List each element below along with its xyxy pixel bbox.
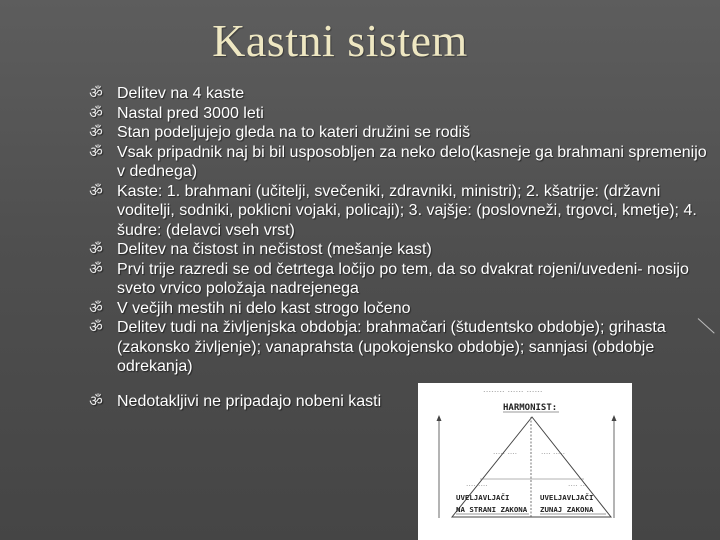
bullet-item (84, 123, 716, 143)
om-symbol-icon: ॐ (89, 259, 103, 278)
om-symbol-icon: ॐ (89, 84, 103, 102)
diagram-top-label: HARMONIST: (503, 403, 558, 413)
bullet-text: Delitev na čistost in nečistost (mešanje kast) (117, 241, 432, 258)
bullet-item (84, 299, 716, 319)
diagram-note: ---- --- (568, 483, 588, 488)
om-symbol-icon: ॐ (89, 240, 103, 258)
bullet-text: Prvi trije razredi se od četrtega ločijo po tem, da so dvakrat rojeni/uvedeni- nosijo sveto vrvico položaja nadrejenega (117, 260, 689, 297)
om-symbol-icon: ॐ (89, 298, 103, 317)
bullet-item (84, 104, 716, 124)
diagram-note: ----- ---- (493, 451, 518, 456)
bullet-text: Vsak pripadnik naj bi bil usposobljen za neko delo(kasneje ga brahmani spremenijo v dednega) (117, 143, 707, 180)
bullet-text: Delitev na 4 kaste (117, 85, 245, 102)
bullet-text: Nastal pred 3000 leti (117, 104, 264, 122)
bullet-text: Stan podeljujejo gleda na to kateri družini se rodiš (117, 124, 471, 141)
om-symbol-icon: ॐ (89, 142, 103, 161)
caste-diagram-image (418, 383, 632, 540)
om-symbol-icon: ॐ (89, 103, 103, 122)
bullet-item (84, 260, 716, 299)
bullet-text: V večjih mestih ni delo kast strogo ločeno (117, 299, 411, 317)
diagram-right-label-1: UVELJAVLJAČI (540, 493, 594, 502)
om-symbol-icon: ॐ (89, 123, 103, 141)
bullet-text: Nedotakljivi ne pripadajo nobeni kasti (117, 392, 382, 410)
om-symbol-icon: ॐ (89, 181, 103, 200)
diagram-left-label-1: UVELJAVLJAČI (456, 493, 510, 502)
bullet-item (84, 182, 716, 241)
om-symbol-icon: ॐ (89, 391, 103, 410)
diagram-right-arrowhead (612, 415, 617, 421)
bullet-item (84, 84, 716, 104)
bullet-item (84, 318, 716, 377)
bullet-text: Kaste: 1. brahmani (učitelji, svečeniki, zdravniki, ministri); 2. kšatrije: (državni voditelji, sodniki, poklicni vojaki, policaji); 3. vajšje: (poslovneži, trgovci, kmetje); 4. šudre: (delavci vseh vrst) (117, 182, 697, 239)
diagram-left-arrowhead (437, 415, 442, 421)
diagram-left-label-2: NA STRANI ZAKONA (456, 505, 528, 514)
caste-pyramid-diagram (418, 383, 632, 540)
bullet-item (84, 240, 716, 260)
diagram-note: ---- ---- (466, 483, 488, 488)
bullet-text: Delitev tudi na življenjska obdobja: brahmačari (študentsko obdobje); grihasta (zakonsko življenje); vanaprahsta (upokojensko obdobje); sannjasi (obdobje odrekanja) (117, 319, 666, 375)
diagram-header-scribble: -------- ------ ------ (483, 390, 543, 395)
bullet-list (84, 84, 716, 411)
bullet-item (84, 143, 716, 182)
om-symbol-icon: ॐ (89, 318, 103, 336)
slide-title: Kastni sistem (212, 15, 468, 66)
diagram-right-label-2: ZUNAJ ZAKONA (540, 505, 594, 514)
diagram-pyramid (452, 417, 611, 517)
diagram-note: ---- ----- (541, 451, 566, 456)
